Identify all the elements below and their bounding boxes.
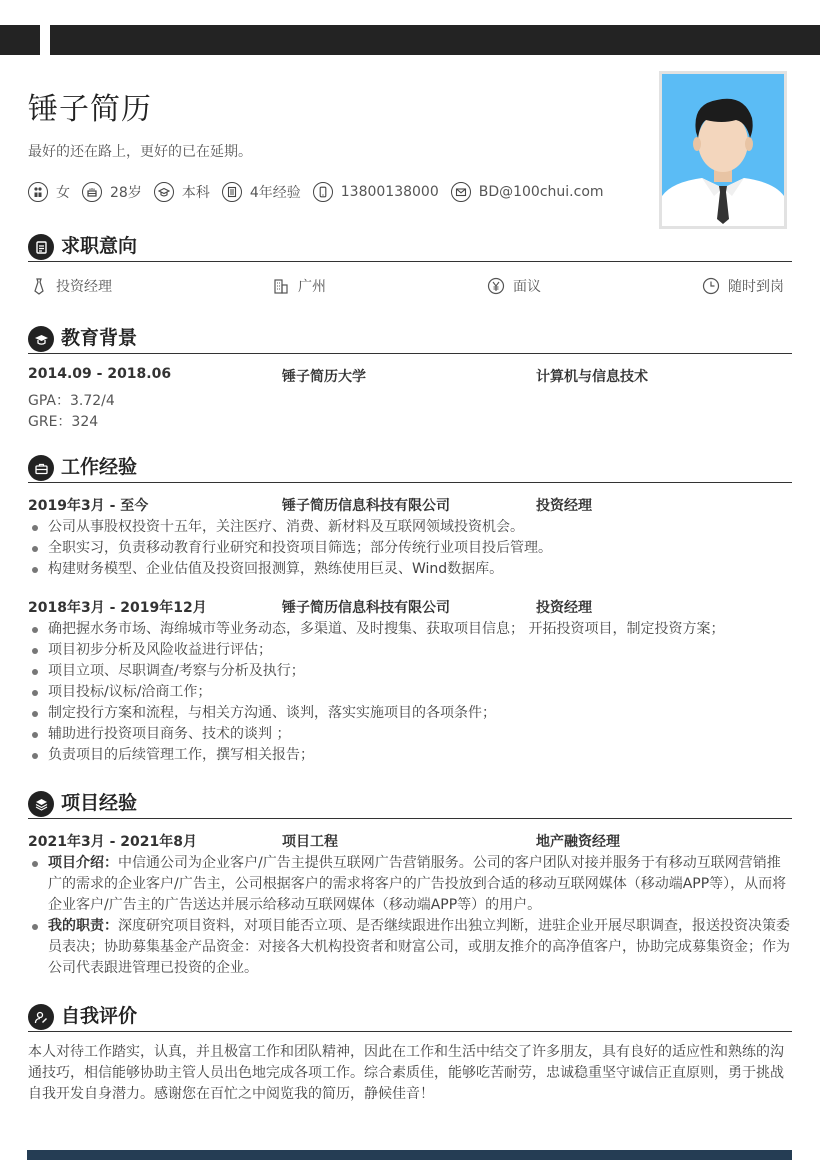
list-item: 确把握水务市场、海绵城市等业务动态，多渠道、及时搜集、获取项目信息； 开拓投资项目，制定投资方案； <box>28 619 792 640</box>
job-1-company: 锤子简历信息科技有限公司 <box>282 498 450 514</box>
education-school: 锤子简历大学 <box>282 369 366 385</box>
section-title-work: 工作经验 <box>61 456 138 478</box>
list-item: 辅助进行投资项目商务、技术的谈判 ； <box>28 724 792 745</box>
birthday-cake-icon <box>82 182 102 202</box>
briefcase-icon <box>28 455 54 481</box>
intent-salary <box>487 276 541 296</box>
section-header-work <box>28 454 792 483</box>
list-item: 全职实习，负责移动教育行业研究和投资项目筛选；部分传统行业项目投后管理。 <box>28 538 792 559</box>
document-icon <box>222 182 242 202</box>
clock-icon <box>702 277 720 295</box>
job-2-period: 2018年3月 - 2019年12月 <box>28 600 207 616</box>
section-title-intent: 求职意向 <box>61 235 138 257</box>
section-header-self <box>28 1003 792 1032</box>
resume-name: 锤子简历 <box>28 92 152 127</box>
info-phone <box>313 182 439 202</box>
job-1-role: 投资经理 <box>536 498 592 514</box>
building-icon <box>272 277 290 295</box>
top-bar-right <box>50 25 820 55</box>
list-item: 公司从事股权投资十五年，关注医疗、消费、新材料及互联网领域投资机会。 <box>28 517 792 538</box>
layers-icon <box>28 791 54 817</box>
info-degree-text: 本科 <box>181 185 210 201</box>
clipboard-icon <box>28 234 54 260</box>
project-name: 项目工程 <box>282 834 338 850</box>
resume-motto: 最好的还在路上，更好的已在延期。 <box>28 144 252 160</box>
intent-availability <box>702 276 784 296</box>
section-title-education: 教育背景 <box>61 327 138 349</box>
info-age-text: 28岁 <box>110 185 142 201</box>
graduation-cap-icon <box>154 182 174 202</box>
list-item: 制定投行方案和流程，与相关方沟通、谈判，落实实施项目的各项条件； <box>28 703 792 724</box>
list-item: 项目初步分析及风险收益进行评估； <box>28 640 792 661</box>
list-item: 负责项目的后续管理工作，撰写相关报告； <box>28 745 792 766</box>
gender-icon <box>28 182 48 202</box>
info-gender-text: 女 <box>56 185 70 201</box>
yen-icon <box>487 277 505 295</box>
education-major: 计算机与信息技术 <box>536 369 648 385</box>
user-edit-icon <box>28 1004 54 1030</box>
top-bar-left <box>0 25 40 55</box>
project-period: 2021年3月 - 2021年8月 <box>28 834 197 850</box>
info-age <box>82 182 142 202</box>
list-item: 项目立项、尽职调查/考察与分析及执行； <box>28 661 792 682</box>
intent-city-text: 广州 <box>298 279 326 295</box>
job-1-duties <box>28 517 792 580</box>
info-email <box>451 182 604 202</box>
project-intro-text: 中信通公司为企业客户/广告主提供互联网广告营销服务。公司的客户团队对接并服务于有移动互联网营销推广的需求的企业客户/广告主，公司根据客户的需求将客户的广告投放到合适的移动互联网媒体（移动端APP等），从而将企业客户/广告主的广告送达并展示给移动互联网媒体（移动端APP等）的用户。 <box>48 855 787 913</box>
tie-icon <box>30 277 48 295</box>
info-experience-text: 4年经验 <box>249 185 301 201</box>
phone-icon <box>313 182 333 202</box>
bottom-bar <box>27 1150 792 1160</box>
graduation-cap-icon <box>28 326 54 352</box>
intent-salary-text: 面议 <box>513 279 541 295</box>
info-experience <box>222 182 301 202</box>
project-details <box>28 853 792 979</box>
intent-position <box>30 276 112 296</box>
project-role: 地产融资经理 <box>536 834 620 850</box>
section-header-intent <box>28 233 792 262</box>
intent-availability-text: 随时到岗 <box>728 279 784 295</box>
section-header-education <box>28 325 792 354</box>
intent-position-text: 投资经理 <box>56 279 112 295</box>
list-item: 构建财务模型、企业估值及投资回报测算，熟练使用巨灵、Wind数据库。 <box>28 559 792 580</box>
education-gpa: GPA：3.72/4 <box>28 393 115 409</box>
job-2-company: 锤子简历信息科技有限公司 <box>282 600 450 616</box>
project-intro <box>28 853 792 916</box>
info-email-text: BD@100chui.com <box>478 184 604 200</box>
project-duty-text: 深度研究项目资料，对项目能否立项、是否继续跟进作出独立判断，进驻企业开展尽职调查，报送投资决策委员表决；协助募集基金产品资金：对接各大机构投资者和财富公司，或朋友推介的高净值客户，协助完成募集资金；作为公司代表跟进管理已投资的企业。 <box>48 918 790 976</box>
info-phone-text: 13800138000 <box>340 184 439 200</box>
project-duty <box>28 916 792 979</box>
section-title-project: 项目经验 <box>61 792 138 814</box>
section-header-project <box>28 790 792 819</box>
job-2-role: 投资经理 <box>536 600 592 616</box>
project-intro-label: 项目介绍： <box>48 855 118 871</box>
intent-city <box>272 276 326 296</box>
personal-info-row <box>28 180 616 204</box>
education-gre: GRE：324 <box>28 414 99 430</box>
info-gender <box>28 182 70 202</box>
section-title-self: 自我评价 <box>61 1005 138 1027</box>
info-degree <box>154 182 210 202</box>
avatar-illustration <box>662 74 784 226</box>
email-icon <box>451 182 471 202</box>
education-period: 2014.09 - 2018.06 <box>28 366 172 382</box>
job-2-duties <box>28 619 792 766</box>
project-duty-label: 我的职责： <box>48 918 118 934</box>
self-evaluation-text: 本人对待工作踏实，认真，并且极富工作和团队精神，因此在工作和生活中结交了许多朋友，具有良好的适应性和熟练的沟通技巧，相信能够协助主管人员出色地完成各项工作。综合素质佳，能够吃苦耐劳，忠诚稳重坚守诚信正直原则，勇于挑战自我开发自身潜力。感谢您在百忙之中阅览我的简历，静候佳音！ <box>28 1044 784 1102</box>
list-item: 项目投标/议标/洽商工作； <box>28 682 792 703</box>
job-1-period: 2019年3月 - 至今 <box>28 498 149 514</box>
profile-photo <box>659 71 787 229</box>
